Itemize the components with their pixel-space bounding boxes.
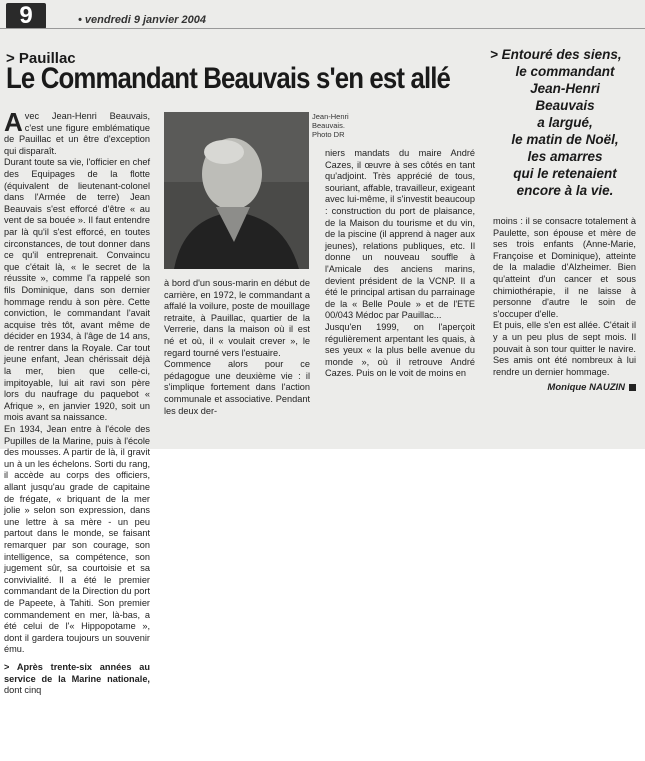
portrait-photo [164,112,309,269]
photo-credit: Photo DR [312,130,345,139]
pull-quote-line: > Entouré des siens, [490,47,622,62]
author-name: Monique NAUZIN [547,382,625,394]
caption-text: Jean-Henri Beauvais. [312,112,349,130]
body-paragraph: moins : il se consacre totalement à Paulette, son épouse et mère de ses trois enfants (Anne-Marie, Françoise et Dominique), atteinte de la maladie d'Alzheimer. Bien qu'atteint d'un cancer et sous chimiothérapie, il ne laisse à personne d'autre le soin de s'occuper d'elle. [493,216,636,319]
article-kicker: > Pauillac [6,50,76,67]
page-number-badge: 9 [6,3,46,29]
pull-quote-line: le commandant [515,64,615,79]
pull-quote-line: Beauvais [535,98,595,113]
drop-cap: A [4,107,23,137]
intro-paragraph: vec Jean-Henri Beauvais, c'est une figure emblématique de Pauillac et un être d'exception qui disparaît. [4,111,150,156]
article-column-2 [164,278,310,417]
pull-quote-line: Jean-Henri [530,81,600,96]
pull-quote-line: le matin de Noël, [511,132,619,147]
body-paragraph: Jusqu'en 1999, on l'aperçoit régulièrement arpentant les quais, à ses yeux « la plus belle avenue du monde », où il retrouve André Cazes. Puis on le voit de moins en [325,321,475,379]
article-column-1 [4,107,150,751]
body-paragraph: Commence alors pour ce pédagogue une deuxième vie : il s'implique fortement dans l'action communale et associative. Pendant les deux der- [164,359,310,416]
pull-quote-line: les amarres [527,149,603,164]
date-text: vendredi 9 janvier 2004 [84,14,206,26]
dateline: • vendredi 9 janvier 2004 [78,14,206,26]
pull-quote-line: a largué, [537,115,593,130]
body-paragraph: Et puis, elle s'en est allée. C'était il y a un peu plus de sept mois. Il pouvait à son tour quitter le navire. Ses amis ont été nombreux à lui rendre un dernier hommage. [493,320,636,377]
article-column-4 [493,216,636,394]
header-rule [0,28,645,29]
subhead-text: > Après trente-six années au service de la Marine nationale, [4,661,150,684]
photo-caption [312,112,372,139]
pull-quote-lines [490,46,640,199]
pull-quote-line: qui le retenaient [513,166,617,181]
body-paragraph: niers mandats du maire André Cazes, il œuvre à ses côtés en tant qu'adjoint. Très apprécié de tous, souriant, affable, travailleur, exigeant avec lui-même, il s'investit beaucoup : construction du port de plaisance, de la Maison du tourisme et du vin, de la piscine (il apprend à nager aux jeunes), relations publiques, etc. Il donne un nouveau souffle à l'Amicale des anciens marins, devient président de la VCNP. Il a été le principal artisan du parrainage de la « Belle Poule » et de l'ETE 00/043 Médoc par Pauillac... [325,148,475,321]
pull-quote [490,46,640,199]
author-signature [493,382,636,394]
portrait-illustration [164,112,309,269]
section-subhead [4,662,150,697]
body-paragraph: à bord d'un sous-marin en début de carrière, en 1972, le commandant a affalé la voilure, poste de mouillage retraite, à Pauillac, quartier de la Verrerie, dans la maison où il est né et où, il « voulait crever », le regard tourné vers l'estuaire. [164,278,310,358]
article-headline: Le Commandant Beauvais s'en est allé [6,62,451,95]
end-mark-icon [629,384,636,391]
body-paragraph: En 1934, Jean entre à l'école des Pupilles de la Marine, puis à l'école des mousses. A partir de là, il gravit un à un les échelons. Sorti du rang, il accède au corps des officiers, allant jusqu'au grade de capitaine de frégate, « briquant de la mer jolie » selon son expression, dans une lettre à sa mère - un peu partout dans le monde, se faisant remarquer par son courage, son intelligence, sa compétence, son jugement sûr, sa courtoisie et sa convivialité. Il a été le premier commandant de la Direction du port de Papeete, à Tahiti. Son premier commandement en mer, là-bas, a été celui de l'« Hippopotame », dont il gardera toujours un souvenir ému. [4,424,150,655]
body-paragraph: Durant toute sa vie, l'officier en chef des Equipages de la flotte (équivalent de lieutenant-colonel dans l'Armée de terre) Jean Beauvais s'est efforcé d'être « au vent de sa bouée ». Il faut entendre par là qu'il s'est efforcé, en toutes circonstances, de tout donner dans ce qu'il entreprenait. Convaincu que c'était là, « le secret de la réussite », comme l'a rappelé son fils Dominique, dans son dernier hommage rendu à son père. Cette conviction, le commandant l'avait acquise très tôt, avant même de décider en 1934, à l'âge de 14 ans, de rentrer dans la Royale. Car tout jeune enfant, Jean chérissait déjà la mer, bien que celle-ci, impitoyable, lui ait ravi son père lors du naufrage du paquebot « Afrique », en janvier 1920, soit un mois avant sa naissance. [4,157,150,423]
subhead-continuation: dont cinq [4,685,42,696]
pull-quote-line: encore à la vie. [516,183,614,198]
article-column-3 [325,148,475,380]
